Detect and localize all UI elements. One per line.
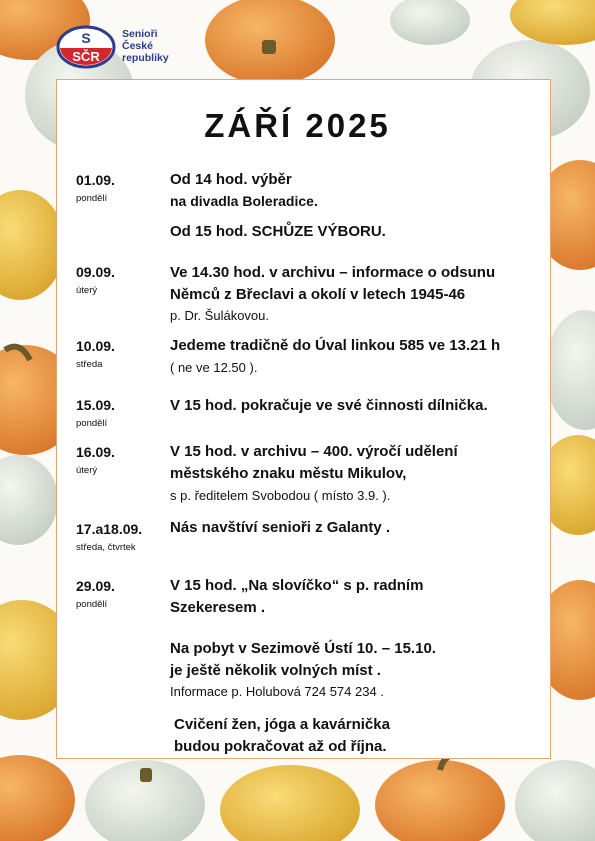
pumpkin-yellow bbox=[220, 765, 360, 841]
logo-emblem-icon bbox=[56, 24, 118, 70]
notice-text: budou pokračovat až od října. bbox=[174, 738, 387, 755]
notice-text: Cvičení žen, jóga a kavárnička bbox=[174, 716, 390, 733]
event-day: úterý bbox=[76, 285, 98, 296]
event-day: středa bbox=[76, 359, 103, 370]
logo-monogram: SČR bbox=[72, 49, 100, 64]
event-day: úterý bbox=[76, 465, 98, 476]
event-date: 09.09. bbox=[76, 264, 115, 280]
event-text: městského znaku městu Mikulov, bbox=[170, 465, 407, 482]
event-text: Od 14 hod. výběr bbox=[170, 171, 292, 188]
pumpkin-white bbox=[390, 0, 470, 45]
event-date: 17.a18.09. bbox=[76, 521, 143, 537]
event-text: V 15 hod. v archivu – 400. výročí udělení bbox=[170, 443, 458, 460]
event-text: Jedeme tradičně do Úval linkou 585 ve 13.21 h bbox=[170, 337, 501, 354]
event-text: Szekeresem . bbox=[170, 599, 266, 616]
pumpkin-white bbox=[0, 455, 58, 545]
event-text: Ve 14.30 hod. v archivu – informace o odsunu bbox=[170, 264, 496, 281]
event-day: středa, čtvrtek bbox=[76, 542, 136, 553]
event-date: 10.09. bbox=[76, 338, 115, 354]
pumpkin-white bbox=[545, 310, 595, 430]
pumpkin-orange bbox=[375, 760, 505, 841]
event-text: s p. ředitelem Svobodou ( místo 3.9. ). bbox=[170, 488, 391, 503]
logo-line: České bbox=[122, 40, 153, 52]
logo-text bbox=[122, 28, 169, 64]
logo-line: Senioři bbox=[122, 28, 158, 40]
notice-text: Na pobyt v Sezimově Ústí 10. – 15.10. bbox=[170, 640, 436, 657]
pumpkin-stem bbox=[262, 40, 276, 54]
pumpkin-stem bbox=[140, 768, 152, 782]
organization-logo bbox=[56, 24, 196, 70]
notice-text: je ještě několik volných míst . bbox=[170, 662, 381, 679]
event-text: V 15 hod. „Na slovíčko“ s p. radním bbox=[170, 577, 424, 594]
event-date: 15.09. bbox=[76, 397, 115, 413]
page-title: ZÁŘÍ 2025 bbox=[204, 107, 391, 144]
logo-line: republiky bbox=[122, 52, 169, 64]
event-date: 29.09. bbox=[76, 578, 115, 594]
content-panel bbox=[56, 79, 551, 759]
event-day: pondělí bbox=[76, 193, 108, 204]
event-text: na divadla Boleradice. bbox=[170, 193, 318, 209]
event-day: pondělí bbox=[76, 418, 108, 429]
event-date: 01.09. bbox=[76, 172, 115, 188]
event-text: Od 15 hod. SCHŮZE VÝBORU. bbox=[170, 223, 386, 240]
pumpkin-orange bbox=[0, 755, 75, 841]
svg-text:S: S bbox=[81, 30, 91, 46]
notice-text: Informace p. Holubová 724 574 234 . bbox=[170, 684, 384, 699]
pumpkin-yellow bbox=[510, 0, 595, 45]
event-day: pondělí bbox=[76, 599, 108, 610]
event-text: ( ne ve 12.50 ). bbox=[170, 360, 258, 375]
event-text: p. Dr. Šulákovou. bbox=[170, 308, 269, 323]
event-date: 16.09. bbox=[76, 444, 115, 460]
event-text: Nás navštíví senioři z Galanty . bbox=[170, 519, 391, 536]
event-text: V 15 hod. pokračuje ve své činnosti dílnička. bbox=[170, 397, 488, 414]
pumpkin-white bbox=[515, 760, 595, 841]
event-text: Němců z Břeclavi a okolí v letech 1945-46 bbox=[170, 286, 466, 303]
